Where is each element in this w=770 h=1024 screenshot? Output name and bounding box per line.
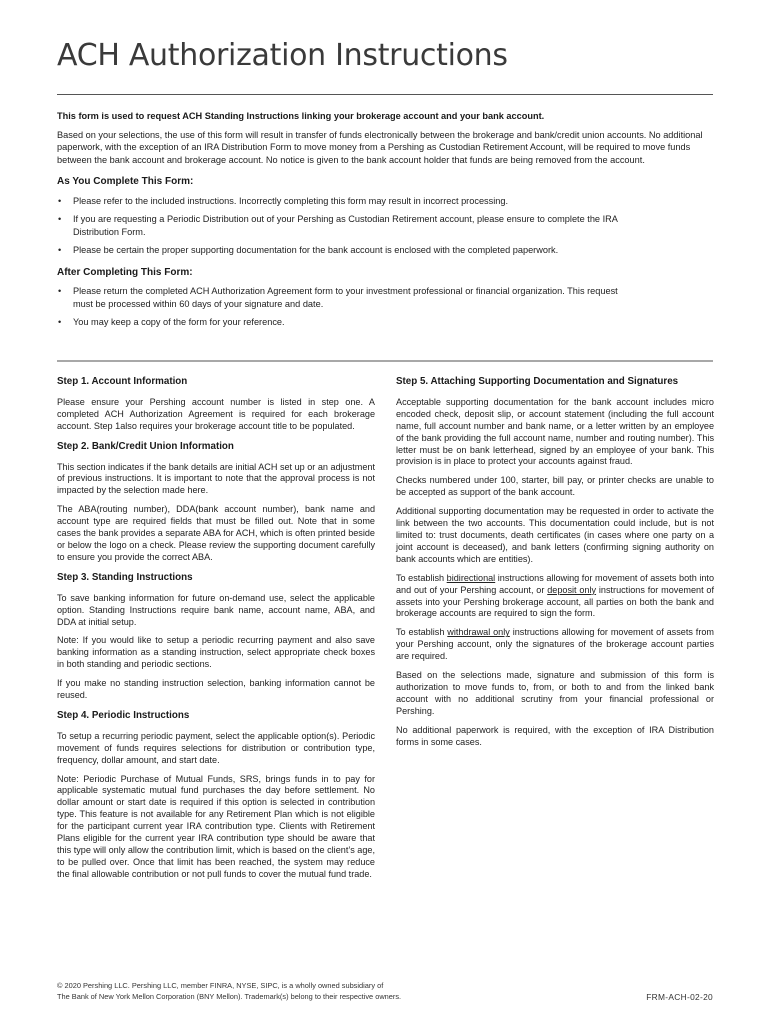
form-number: FRM-ACH-02-20 bbox=[646, 992, 713, 1002]
right-column bbox=[396, 376, 714, 756]
step2-heading: Step 2. Bank/Credit Union Information bbox=[57, 440, 234, 452]
step3-text-2: Note: If you would like to setup a periodic recurring payment and also save banking information as a standing instruction, select appropriate check boxes in both standing and periodic sections. bbox=[57, 635, 375, 670]
step5-text-5: To establish withdrawal only instructions allowing for movement of assets from your Pershing account, only the signatures of the brokerage account parties are required. bbox=[396, 627, 714, 662]
withdrawal-only-term: withdrawal only bbox=[447, 627, 510, 638]
step3-heading: Step 3. Standing Instructions bbox=[57, 571, 193, 583]
after-completing-list bbox=[57, 285, 715, 329]
step4-text-1: To setup a recurring periodic payment, select the applicable option(s). Periodic movement of funds requires selections for distribution or contribution type, frequency, dollar amount, and start date. bbox=[57, 730, 375, 765]
intro-section bbox=[57, 110, 715, 335]
step2-text-2: The ABA(routing number), DDA(bank account number), bank name and account type are required fields that must be filled out. Note that in some cases the bank provides a separate ABA for ACH, which is often printed beside or below the logo on a check. Please review the supporting document carefully to ensure you provide the correct ABA. bbox=[57, 504, 375, 562]
step1-section bbox=[57, 376, 375, 433]
step4-text-2: Note: Periodic Purchase of Mutual Funds, SRS, brings funds in to pay for applicable systematic mutual fund purchases the day before settlement. No dollar amount or start date is required if this option is selected in contribution type. This feature is not available for any Retirement Plan which is not eligible for the participant current year IRA contribution type. Clients with Retirement Plans eligible for the current year IRA contribution type should be aware that this type will only allow the contribution limit, which is based on the client’s age, to be pulled over. Once that limit has been reached, the system may reduce the final allowable contribution or not pull funds to cover the mutual fund trade. bbox=[57, 773, 375, 879]
copyright-footer bbox=[57, 981, 401, 1002]
as-you-complete-list bbox=[57, 195, 715, 257]
left-column bbox=[57, 376, 375, 889]
as-you-complete-heading: As You Complete This Form: bbox=[57, 176, 194, 187]
step5-text-4: To establish bidirectional instructions allowing for movement of assets both into and out of your Pershing account, or deposit only instructions for movement of assets into your Pershing brokerage account, all parties on both the bank and brokerage accounts are required to sign the form. bbox=[396, 572, 714, 619]
list-item: • Please be certain the proper supporting documentation for the bank account is enclosed with the completed paperwork. bbox=[57, 244, 715, 257]
section-divider bbox=[57, 360, 713, 362]
bidirectional-term: bidirectional bbox=[446, 572, 496, 583]
step3-text-3: If you make no standing instruction selection, banking information cannot be reused. bbox=[57, 678, 375, 701]
step1-text: Please ensure your Pershing account number is listed in step one. A completed ACH Authorization Agreement is required for each brokerage account. Step 1also requires your brokerage account title to be populated. bbox=[57, 396, 375, 431]
copyright-line-1: © 2020 Pershing LLC. Pershing LLC, member FINRA, NYSE, SIPC, is a wholly owned subsidiary of bbox=[57, 981, 384, 990]
page-title: ACH Authorization Instructions bbox=[57, 38, 508, 73]
list-item: • Please return the completed ACH Authorization Agreement form to your investment professional or financial organization. This request must be processed within 60 days of your signature and date. bbox=[57, 285, 715, 310]
title-divider bbox=[57, 94, 713, 95]
intro-body: Based on your selections, the use of this form will result in transfer of funds electronically between the brokerage and bank/credit union accounts. No additional paperwork, with the exception of an IRA Distribution Form to move money from a Pershing as Custodian Retirement Account, will be required to move funds between the bank account and brokerage account. No notice is given to the bank account holder that funds are being removed from the account. bbox=[57, 129, 703, 165]
step4-section bbox=[57, 710, 375, 881]
step1-heading: Step 1. Account Information bbox=[57, 376, 188, 387]
list-item: • You may keep a copy of the form for your reference. bbox=[57, 316, 715, 329]
step5-text-1: Acceptable supporting documentation for the bank account includes micro encoded check, deposit slip, or account statement (including the full account name, full account number and bank name, or a letter written by an employee of the bank providing the full account name, number and routing number). This letter must be on bank letterhead, signed by an employee of your bank. This provision is in place to protect your accounts against fraud. bbox=[396, 396, 714, 467]
list-item: • Please refer to the included instructions. Incorrectly completing this form may result in incorrect processing. bbox=[57, 195, 715, 208]
step5-section bbox=[396, 376, 714, 748]
step5-text-6: Based on the selections made, signature and submission of this form is authorization to move funds to, from, or both to and from the linked bank account with no additional scrutiny from your financial professional or Pershing. bbox=[396, 670, 714, 716]
step5-heading: Step 5. Attaching Supporting Documentation and Signatures bbox=[396, 376, 679, 387]
intro-lead: This form is used to request ACH Standing Instructions linking your brokerage account and your bank account. bbox=[57, 111, 545, 121]
list-item: • If you are requesting a Periodic Distribution out of your Pershing as Custodian Retirement account, please ensure to complete the IRA Distribution Form. bbox=[57, 213, 715, 238]
step3-text-1: To save banking information for future on-demand use, select the applicable option. Standing Instructions require bank name, account name, ABA, and DDA at initial setup. bbox=[57, 592, 375, 627]
step4-heading: Step 4. Periodic Instructions bbox=[57, 709, 190, 721]
deposit-only-term: deposit only bbox=[547, 584, 597, 595]
copyright-line-2: The Bank of New York Mellon Corporation (BNY Mellon). Trademark(s) belong to their respective owners. bbox=[57, 991, 402, 1001]
step5-text-3: Additional supporting documentation may be requested in order to activate the link between the two accounts. This documentation could include, but is not limited to: trust documents, death certificates (in cases where one party on a joint account is deceased), and bank letters (confirming signing authority on bank accounts which are entities). bbox=[396, 506, 714, 564]
step5-text-2: Checks numbered under 100, starter, bill pay, or printer checks are unable to be accepted as support of the bank account. bbox=[396, 475, 714, 498]
step3-section bbox=[57, 572, 375, 702]
step5-text-7: No additional paperwork is required, with the exception of IRA Distribution forms in some cases. bbox=[396, 724, 714, 747]
step2-section bbox=[57, 441, 375, 564]
step2-text-1: This section indicates if the bank details are initial ACH set up or an adjustment of previous instructions. It is important to note that the approval process is not impacted by the selection made here. bbox=[57, 461, 375, 496]
after-completing-heading: After Completing This Form: bbox=[57, 266, 193, 278]
